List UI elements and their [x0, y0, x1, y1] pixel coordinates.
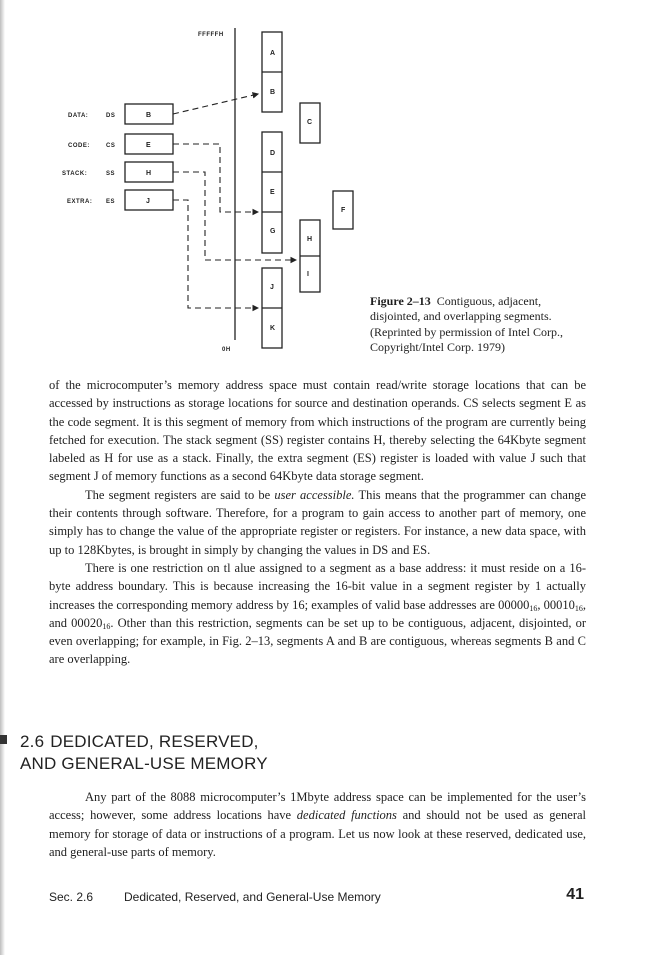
page-footer: [49, 888, 584, 908]
footer-section: Sec. 2.6: [49, 890, 94, 904]
register-value-j: J: [146, 198, 150, 205]
section-paragraph-emphasis: dedicated functions: [296, 808, 397, 823]
segment-k: K: [270, 325, 276, 332]
register-name-code: CODE:: [68, 143, 90, 149]
paragraph-2-emphasis: user accessible.: [274, 487, 355, 502]
pointer-ds-to-b: [173, 94, 258, 114]
register-ss: SS: [106, 171, 116, 177]
pointer-es-to-j: [173, 200, 258, 308]
segment-d: D: [270, 150, 276, 157]
register-cs: CS: [106, 143, 116, 149]
section-heading: [20, 731, 268, 775]
register-name-extra: EXTRA:: [67, 199, 93, 205]
paragraph-3: [49, 559, 586, 669]
segment-b: B: [270, 89, 276, 96]
section-number: 2.6: [20, 732, 45, 751]
footer-title: Dedicated, Reserved, and General-Use Memory: [124, 890, 381, 904]
segment-a: A: [270, 50, 276, 57]
section-paragraph: [49, 788, 586, 861]
segment-f: F: [341, 207, 346, 214]
paragraph-3-text-a: There is one restriction on tl alue assigned to a segment as a base address: it must reside on a 16-byte address boundary. This is because increasing the 16-bit value in a segment register by 1 actually increases the corresponding memory address by 16; examples of valid base addresses are 00000: [49, 560, 586, 612]
register-ds: DS: [106, 113, 116, 119]
subscript-16: 16: [529, 603, 538, 613]
subscript-16: 16: [102, 621, 111, 631]
section-bullet-icon: [0, 735, 7, 744]
section-title-line2: AND GENERAL-USE MEMORY: [20, 754, 268, 773]
section-body-text: [49, 788, 586, 861]
figure-caption-text: Contiguous, adjacent, disjointed, and overlapping segments. (Reprinted by permission of Intel Corp., Copyright/Intel Corp. 1979): [370, 294, 563, 354]
segment-g: G: [270, 228, 276, 235]
figure-2-13: [0, 0, 654, 370]
register-es: ES: [106, 199, 116, 205]
register-name-data: DATA:: [68, 113, 89, 119]
paragraph-3-text-d: . Other than this restriction, segments can be set up to be contiguous, adjacent, disjointed, or even overlapping; for example, in Fig. 2–13, segments A and B are contiguous, whereas segments B and C are overlapping.: [49, 615, 586, 667]
paragraph-2: [49, 486, 586, 559]
segment-i: I: [307, 271, 309, 278]
segment-c: C: [307, 119, 313, 126]
paragraph-2-text-b: This means that the programmer can change their contents through software. Therefore, for a program to gain access to another part of memory, one simply has to change the value of the appropriate register or registers. For instance, a new data space, with up to 128Kbytes, is brought in simply by changing the values in DS and ES.: [49, 487, 586, 557]
register-name-stack: STACK:: [62, 171, 88, 177]
paragraph-3-text-b: , 00010: [537, 597, 575, 612]
page-number: 41: [566, 886, 584, 903]
register-value-b: B: [146, 112, 152, 119]
subscript-16: 16: [574, 603, 583, 613]
body-text: [49, 376, 586, 669]
register-value-e: E: [146, 142, 151, 149]
paragraph-3-text-c: , and 00020: [49, 597, 587, 630]
section-paragraph-text-b: and should not be used as general memory for storage of data or instructions of a program. Let us now look at these reserved, dedicated use, and general-use parts of memory.: [49, 808, 587, 859]
segment-e: E: [270, 189, 275, 196]
figure-caption: [370, 294, 580, 355]
paragraph-1: of the microcomputer’s memory address space must contain read/write storage locations that can be accessed by instructions as storage locations for source and destination operands. CS selects segment E as the code segment. It is this segment of memory from which instructions of the program are currently being fetched for execution. The stack segment (SS) register contains H, thereby selecting the 64Kbyte segment labeled as H for use as a stack. Finally, the extra segment (ES) register is loaded with value J such that segment J of memory functions as a second 64Kbyte data storage segment.: [49, 378, 586, 484]
section-title-line1: DEDICATED, RESERVED,: [50, 732, 259, 751]
register-value-h: H: [146, 170, 152, 177]
paragraph-2-text-a: The segment registers are said to be: [85, 487, 275, 502]
segment-j: J: [270, 284, 274, 291]
segment-h: H: [307, 236, 313, 243]
pointer-cs-to-e: [173, 144, 258, 212]
address-bottom-label: 0H: [222, 347, 231, 353]
figure-caption-label: Figure 2–13: [370, 294, 431, 308]
address-top-label: FFFFFH: [198, 32, 224, 38]
section-paragraph-text-a: Any part of the 8088 microcomputer’s 1Mbyte address space can be implemented for the user’s access; however, some address locations have: [49, 790, 586, 823]
